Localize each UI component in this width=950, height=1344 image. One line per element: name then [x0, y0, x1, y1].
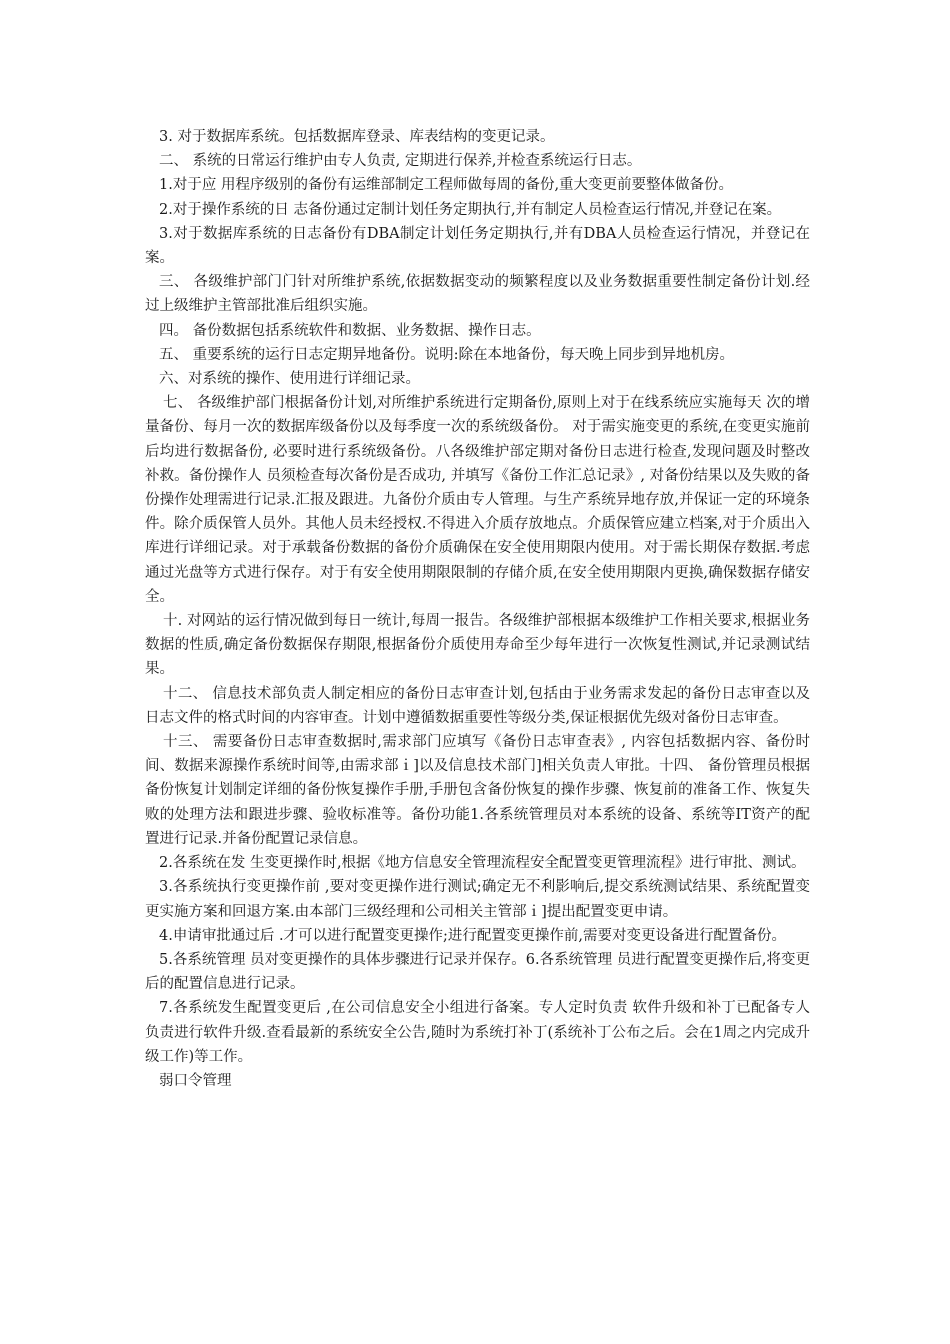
paragraph-config-filing: 7.各系统发生配置变更后 ,在公司信息安全小组进行备案。专人定时负责 软件升级和补丁已配备专人负责进行软件升级.查看最新的系统安全公告,随时为系统打补丁(系统补丁公布之后。会在1周之内完成升级工作)等工作。 [145, 1000, 810, 1065]
paragraph-config-backup: 4.申请审批通过后 .才可以进行配置变更操作;进行配置变更操作前,需要对变更设备进行配置备份。 [159, 927, 787, 944]
paragraph-section-5: 五、 重要系统的运行日志定期异地备份。说明:除在本地备份，每天晚上同步到异地机房。 [159, 346, 734, 363]
paragraph-os-log-backup: 2.对于操作系统的日 志备份通过定制计划任务定期执行,并有制定人员检查运行情况,并登记在案。 [159, 201, 782, 218]
heading-weak-password: 弱口令管理 [159, 1072, 232, 1089]
paragraph-section-3: 三、 各级维护部门门针对所维护系统,依据数据变动的频繁程度以及业务数据重要性制定备份计划.经过上级维护主管部批准后组织实施。 [145, 274, 810, 315]
paragraph-db-log-backup: 3.对于数据库系统的日志备份有DBA制定计划任务定期执行,并有DBA人员检查运行情况，并登记在案。 [145, 225, 810, 267]
paragraph-config-change-testing: 3.各系统执行变更操作前 ,要对变更操作进行测试;确定无不利影响后,提交系统测试结果、系统配置变更实施方案和回退方案.由本部门三级经理和公司相关主管部ｉ]提出配置变更申请。 [145, 879, 810, 920]
paragraph-section-6: 六、对系统的操作、使用进行详细记录。 [159, 371, 420, 388]
paragraph-db-change-log: 3. 对于数据库系统。包括数据库登录、库表结构的变更记录。 [159, 129, 555, 145]
paragraph-config-change-approval: 2.各系统在发 生变更操作时,根据《地方信息安全管理流程安全配置变更管理流程》进行审批、测试。 [159, 855, 806, 872]
paragraph-section-13: 十三、 需要备份日志审查数据时,需求部门应填写《备份日志审查表》, 内容包括数据内容、备份时间、数据来源操作系统时间等,由需求部ｉ]以及信息技术部门]相关负责人审批。十四、 备份管理员根据备份恢复计划制定详细的备份恢复操作手册,手册包含备份恢复的操作步骤、恢复前的准备工作、恢复失败的处理方法和跟进步骤、验收标准等。备份功能1.各系统管理员对本系统的设备、系统等IT资产的配置进行记录.并备份配置记录信息。 [145, 734, 810, 847]
paragraph-section-2: 二、 系统的日常运行维护由专人负责, 定期进行保养,并检查系统运行日志。 [159, 153, 642, 170]
paragraph-section-7: 七、 各级维护部门根据备份计划,对所维护系统进行定期备份,原则上对于在线系统应实施每天 次的增量备份、每月一次的数据库级备份以及每季度一次的系统级备份。 对于需实施变更的系统,在变更实施前后均进行数据备份, 必要时进行系统级备份。八各级维护部定期对备份日志进行检查,发现问题及时整改补救。备份操作人 员须检查每次备份是否成功, 并填写《备份工作汇总记录》, 对备份结果以及失败的备份操作处理需进行记录.汇报及跟进。九备份介质由专人管理。与生产系统异地存放,并保证一定的环境条件。除介质保管人员外。其他人员未经授权.不得进入介质存放地点。介质保管应建立档案,对于介质出入库进行详细记录。对于承载备份数据的备份介质确保在安全使用期限内使用。对于需长期保存数据.考虑通过光盘等方式进行保存。对于有安全使用期限限制的存储介质,在安全使用期限内更换,确保数据存储安全。 [145, 395, 810, 605]
paragraph-section-12: 十二、 信息技术部负责人制定相应的备份日志审查计划,包括由于业务需求发起的备份日志审查以及日志文件的格式时间的内容审查。计划中遵循数据重要性等级分类,保证根据优先级对备份日志审查。 [145, 685, 810, 726]
paragraph-section-4: 四。 备份数据包括系统软件和数据、业务数据、操作日志。 [159, 322, 541, 339]
paragraph-section-10: 十. 对网站的运行情况做到每日一统计,每周一报告。各级维护部根据本级维护工作相关要求,根据业务数据的性质,确定备份数据保存期限,根据备份介质使用寿命至少每年进行一次恢复性测试,并记录测试结果。 [145, 613, 810, 678]
paragraph-config-record: 5.各系统管理 员对变更操作的具体步骤进行记录并保存。6.各系统管理 员进行配置变更操作后,将变更后的配置信息进行记录。 [145, 951, 810, 993]
paragraph-app-backup: 1.对于应 用程序级别的备份有运维部制定工程师做每周的备份,重大变更前要整体做备份。 [159, 177, 734, 194]
document-body [145, 125, 810, 1093]
